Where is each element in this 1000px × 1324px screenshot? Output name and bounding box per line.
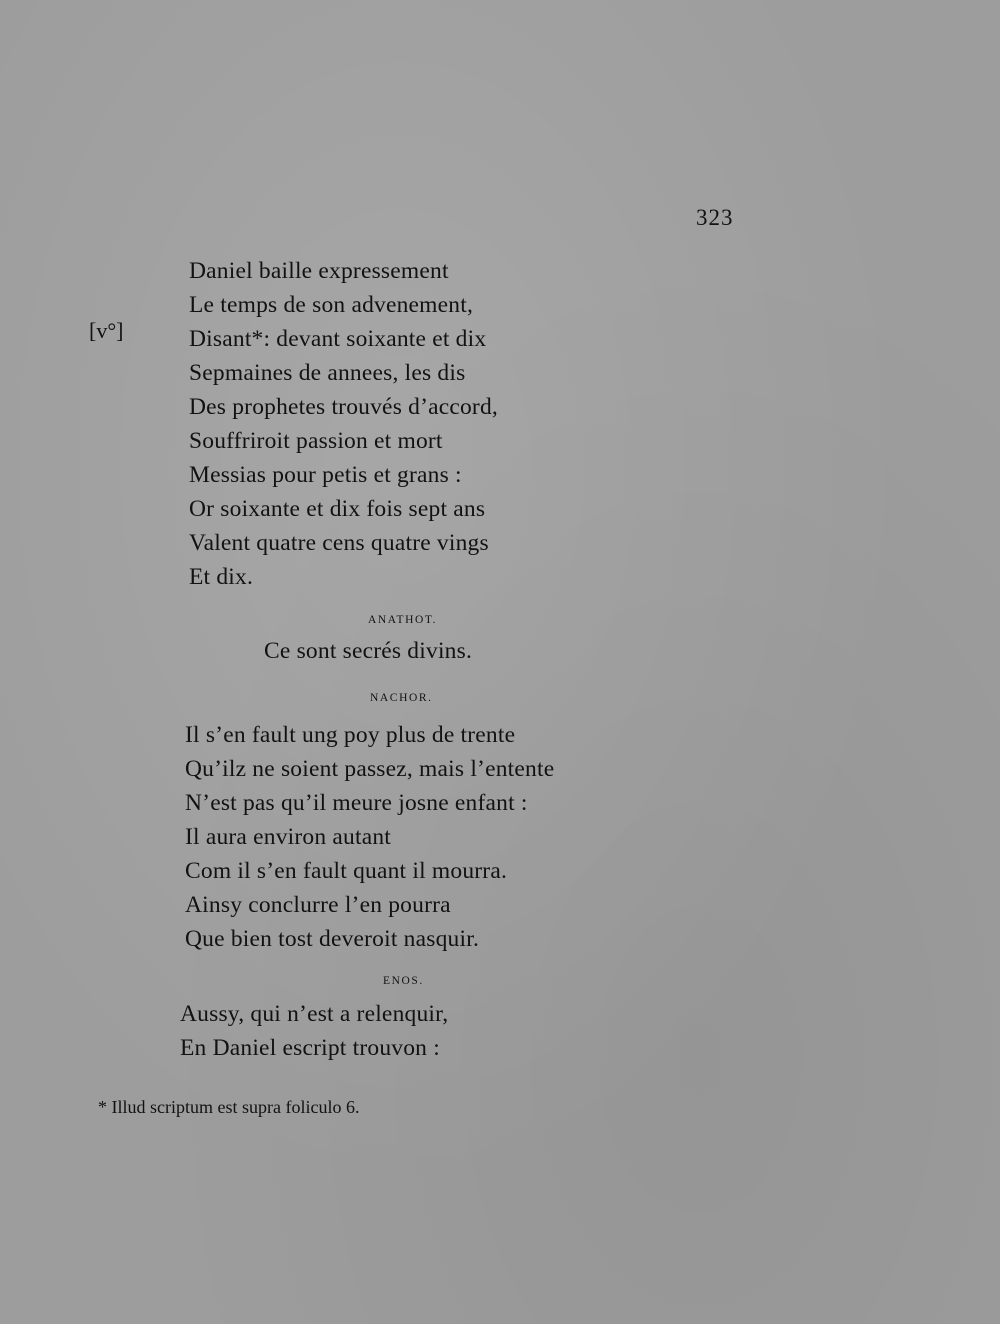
verse-line: Qu’ilz ne soient passez, mais l’entente <box>185 756 555 782</box>
verse-line: Aussy, qui n’est a relenquir, <box>180 1001 449 1027</box>
verse-line: N’est pas qu’il meure josne enfant : <box>185 790 528 816</box>
verse-line: Ce sont secrés divins. <box>264 638 473 664</box>
verse-line: Com il s’en fault quant il mourra. <box>185 858 508 884</box>
verse-line: Il s’en fault ung poy plus de trente <box>185 722 516 748</box>
verse-line: En Daniel escript trouvon : <box>180 1035 440 1061</box>
verse-line: Et dix. <box>189 564 254 590</box>
verse-block-nachor <box>185 718 554 956</box>
verse-line: Or soixante et dix fois sept ans <box>189 496 486 522</box>
footnote: * Illud scriptum est supra foliculo 6. <box>98 1097 360 1117</box>
verse-line: Disant*: devant soixante et dix <box>189 326 487 352</box>
speaker-name: ENOS. <box>383 975 424 987</box>
verse-line: Souffriroit passion et mort <box>189 428 443 454</box>
verse-line: Il aura environ autant <box>185 824 392 850</box>
speaker-name: ANATHOT. <box>368 614 438 626</box>
verse-line: Des prophetes trouvés d’accord, <box>189 394 498 420</box>
verse-line: Valent quatre cens quatre vings <box>189 530 489 556</box>
page-number: 323 <box>696 205 734 230</box>
verse-line: Messias pour petis et grans : <box>189 462 462 488</box>
verse-line: Ainsy conclurre l’en pourra <box>185 892 451 918</box>
verse-line: Le temps de son advenement, <box>189 292 474 318</box>
verse-line: Que bien tost deveroit nasquir. <box>185 926 480 952</box>
verse-line: Sepmaines de annees, les dis <box>189 360 466 386</box>
speaker-name: NACHOR. <box>370 692 433 704</box>
margin-note: [v°] <box>89 318 124 343</box>
verse-block-enos <box>180 997 448 1065</box>
verse-block-daniel <box>189 254 498 594</box>
verse-line: Daniel baille expressement <box>189 258 449 284</box>
